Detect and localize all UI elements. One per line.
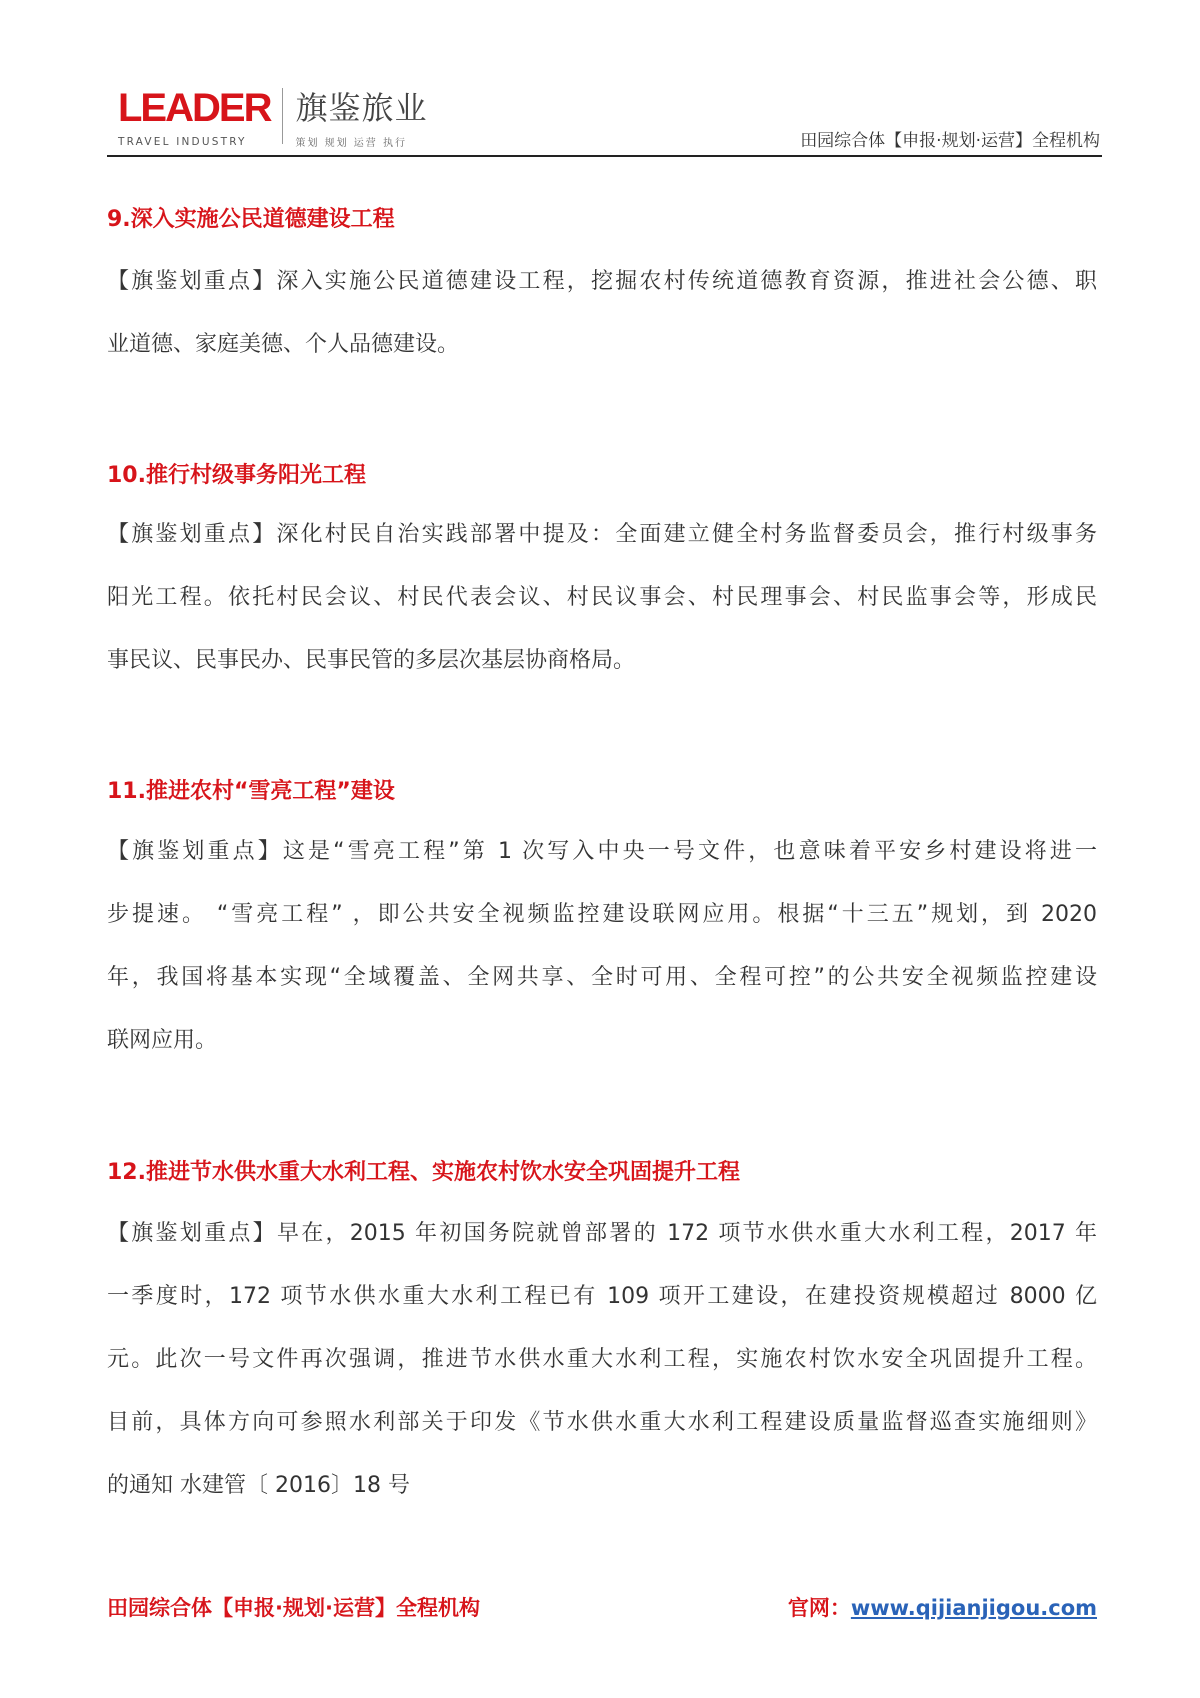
logo-subtitle: TRAVEL INDUSTRY [118,136,247,148]
text-line: 阳光工程。依托村民会议、村民代表会议、村民议事会、村民理事会、村民监事会等，形成民 [107,585,1097,610]
section-paragraph [107,820,1097,1072]
header-divider [107,155,1102,157]
text-line: 一季度时，172 项节水供水重大水利工程已有 109 项开工建设，在建投资规模超过 8000 亿 [107,1284,1097,1309]
logo-cn-subtitle: 策划 规划 运营 执行 [295,138,407,149]
footer-tagline: 田园综合体【申报·规划·运营】全程机构 [107,1596,480,1620]
logo-cn-name: 旗鉴旅业 [295,89,428,127]
text-line: 【旗鉴划重点】深化村民自治实践部署中提及：全面建立健全村务监督委员会，推行村级事务 [107,522,1097,547]
text-line: 【旗鉴划重点】这是“雪亮工程”第 1 次写入中央一号文件，也意味着平安乡村建设将进一 [107,839,1097,864]
text-line: 步提速。 “雪亮工程” ，即公共安全视频监控建设联网应用。根据“十三五”规划，到 2020 [107,902,1097,927]
text-line: 目前，具体方向可参照水利部关于印发《节水供水重大水利工程建设质量监督巡查实施细则》 [107,1410,1097,1435]
text-line: 业道德、家庭美德、个人品德建设。 [107,332,460,357]
section-title: 11.推进农村“雪亮工程”建设 [107,779,395,804]
text-line: 元。此次一号文件再次强调，推进节水供水重大水利工程，实施农村饮水安全巩固提升工程。 [107,1347,1097,1372]
text-line: 【旗鉴划重点】早在，2015 年初国务院就曾部署的 172 项节水供水重大水利工程，2017 年 [107,1221,1097,1246]
logo-divider [282,88,283,144]
section-paragraph [107,503,1097,692]
section-paragraph [107,1202,1097,1517]
text-line: 事民议、民事民办、民事民管的多层次基层协商格局。 [107,648,636,673]
logo-en [118,88,270,148]
text-line: 年，我国将基本实现“全域覆盖、全网共享、全时可用、全程可控”的公共安全视频监控建设 [107,965,1097,990]
logo-cn [295,88,427,149]
logo [118,88,427,149]
text-line: 的通知 水建管〔 2016〕18 号 [107,1473,410,1498]
section-title: 12.推进节水供水重大水利工程、实施农村饮水安全巩固提升工程 [107,1160,740,1185]
section-title: 9.深入实施公民道德建设工程 [107,207,395,232]
header-tagline: 田园综合体【申报·规划·运营】全程机构 [800,131,1100,151]
text-line: 【旗鉴划重点】深入实施公民道德建设工程，挖掘农村传统道德教育资源，推进社会公德、职 [107,269,1097,294]
section-paragraph [107,250,1097,376]
logo-word: LEADER [118,86,271,130]
text-line: 联网应用。 [107,1028,218,1053]
section-title: 10.推行村级事务阳光工程 [107,463,366,488]
website-link[interactable]: www.qijianjigou.com [850,1596,1097,1620]
footer-site [788,1592,1097,1622]
footer-site-label: 官网： [787,1596,851,1620]
